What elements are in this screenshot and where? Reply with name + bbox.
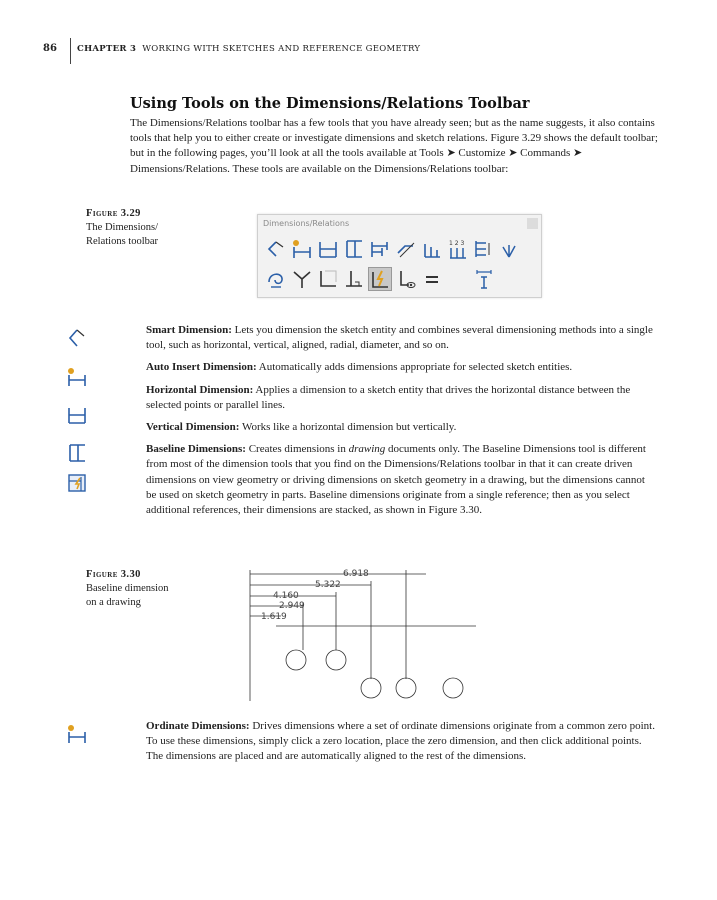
definition-text: Applies a dimension to a sketch entity that drives the horizontal distance between the selected points or parallel lines.: [146, 383, 631, 411]
dimxpert-icon[interactable]: [368, 267, 392, 291]
figure-number: Figure 3.29: [86, 208, 141, 219]
ordinate-dimension-icon: [66, 723, 88, 745]
definition-item: [146, 442, 656, 518]
baseline-dimension-drawing: [246, 566, 476, 706]
vertical-dimension-icon: [66, 442, 88, 464]
definition-term: Ordinate Dimensions:: [146, 720, 250, 732]
dimension-label: 1.619: [261, 612, 287, 622]
ordinate-number-label: 1 2 3: [449, 240, 465, 247]
equal-icon[interactable]: [420, 267, 444, 291]
section-title: Using Tools on the Dimensions/Relations Toolbar: [130, 95, 530, 112]
definition-item: [146, 323, 656, 353]
smart-dimension-icon: [66, 327, 88, 349]
definition-term: Smart Dimension:: [146, 324, 232, 336]
definition-text: Automatically adds dimensions appropriate for selected sketch entities.: [256, 361, 573, 374]
intro-paragraph: The Dimensions/Relations toolbar has a few tools that you have already seen; but as the name suggests, it also contains tools that help you to either create or investigate dimensions and sketch relations. Figure 3.29 shows the default toolbar; but in the following pages, you’ll look at all the tools available at Tools ➤ Customize ➤ Commands ➤ Dimensions/Relations. These tools are available on the Dimensions/Relations toolbar:: [130, 117, 658, 175]
horizontal-ordinate-icon[interactable]: [446, 237, 470, 261]
dimension-label: 5.322: [315, 580, 341, 590]
baseline-dimension-icon[interactable]: [368, 237, 392, 261]
auto-insert-dimension-icon: [66, 366, 88, 388]
chapter-title: WORKING WITH SKETCHES AND REFERENCE GEOMETRY: [142, 44, 421, 54]
display-relations-icon[interactable]: [342, 267, 366, 291]
definition-text: documents only. The Baseline Dimensions tool is different from most of the dimension tools that you find on the Dimensions/Relations toolbar in that it can create driven dimensions on view geometry or driving dimensions on sketch geometry in a drawing, but the dimensions cannot be used on sketch geometry in parts. Baseline dimensions originate from a single reference; then as you select additional references, their dimensions are stacked, as shown in Figure 3.30.: [146, 443, 646, 517]
show-hide-icon[interactable]: [394, 267, 418, 291]
dimension-label: 4.160: [273, 591, 299, 601]
smart-dimension-icon[interactable]: [264, 237, 288, 261]
vertical-dimension-icon[interactable]: [342, 237, 366, 261]
definition-text: Drives dimensions where a set of ordinate dimensions originate from a common zero point. To use these dimensions, simply click a zero location, place the zero dimension, and then click additional points. The dimensions are placed and are automatically aligned to the rest of the dimensions.: [146, 720, 655, 763]
horizontal-dimension-icon[interactable]: [316, 237, 340, 261]
chapter-label: CHAPTER 3: [77, 44, 137, 54]
dimensions-relations-toolbar: [257, 214, 542, 298]
path-length-icon[interactable]: [264, 267, 288, 291]
definition-term: Vertical Dimension:: [146, 421, 240, 434]
chapter-heading: [77, 44, 420, 54]
baseline-dimension-icon: [66, 472, 88, 494]
ordinate-dimension-icon[interactable]: [420, 237, 444, 261]
caption-line: Baseline dimension: [86, 583, 169, 594]
caption-line: Relations toolbar: [86, 236, 159, 247]
toolbar-close-icon[interactable]: [527, 218, 538, 229]
figure-number: Figure 3.30: [86, 569, 141, 580]
header-divider: [70, 38, 71, 64]
toolbar-title: Dimensions/Relations: [263, 219, 350, 228]
definition-item: [146, 360, 656, 375]
vertical-ordinate-alt-icon[interactable]: [472, 267, 496, 291]
caption-line: The Dimensions/: [86, 222, 159, 233]
figure-330-caption: [86, 568, 169, 610]
dimension-label: 2.949: [279, 601, 305, 611]
auto-insert-dimension-icon[interactable]: [290, 237, 314, 261]
vertical-ordinate-icon[interactable]: [472, 237, 496, 261]
angular-ordinate-icon[interactable]: [498, 237, 522, 261]
page-header: [0, 38, 717, 64]
figure-329-caption: [86, 207, 158, 249]
definition-term: Horizontal Dimension:: [146, 383, 254, 396]
definition-text: Works like a horizontal dimension but vertically.: [239, 421, 457, 434]
definition-item: [146, 420, 656, 435]
definitions-list: [146, 323, 656, 525]
ordinate-definition: [146, 719, 656, 772]
definition-text: Lets you dimension the sketch entity and combines several dimensioning methods into a single tool, such as horizontal, vertical, aligned, radial, diameter, and so on.: [146, 324, 653, 352]
definition-term: Baseline Dimensions:: [146, 443, 246, 456]
fully-define-icon[interactable]: [290, 267, 314, 291]
chamfer-dimension-icon[interactable]: [394, 237, 418, 261]
caption-line: on a drawing: [86, 597, 141, 608]
definition-item: [146, 383, 656, 413]
definition-item: [146, 719, 656, 765]
definition-text: Creates dimensions in: [245, 443, 349, 456]
add-relation-icon[interactable]: [316, 267, 340, 291]
dimension-label: 6.918: [343, 569, 369, 579]
definition-term: Auto Insert Dimension:: [146, 361, 257, 374]
horizontal-dimension-icon: [66, 404, 88, 426]
definition-emphasis: drawing: [348, 443, 386, 456]
page-number: 86: [43, 43, 57, 54]
